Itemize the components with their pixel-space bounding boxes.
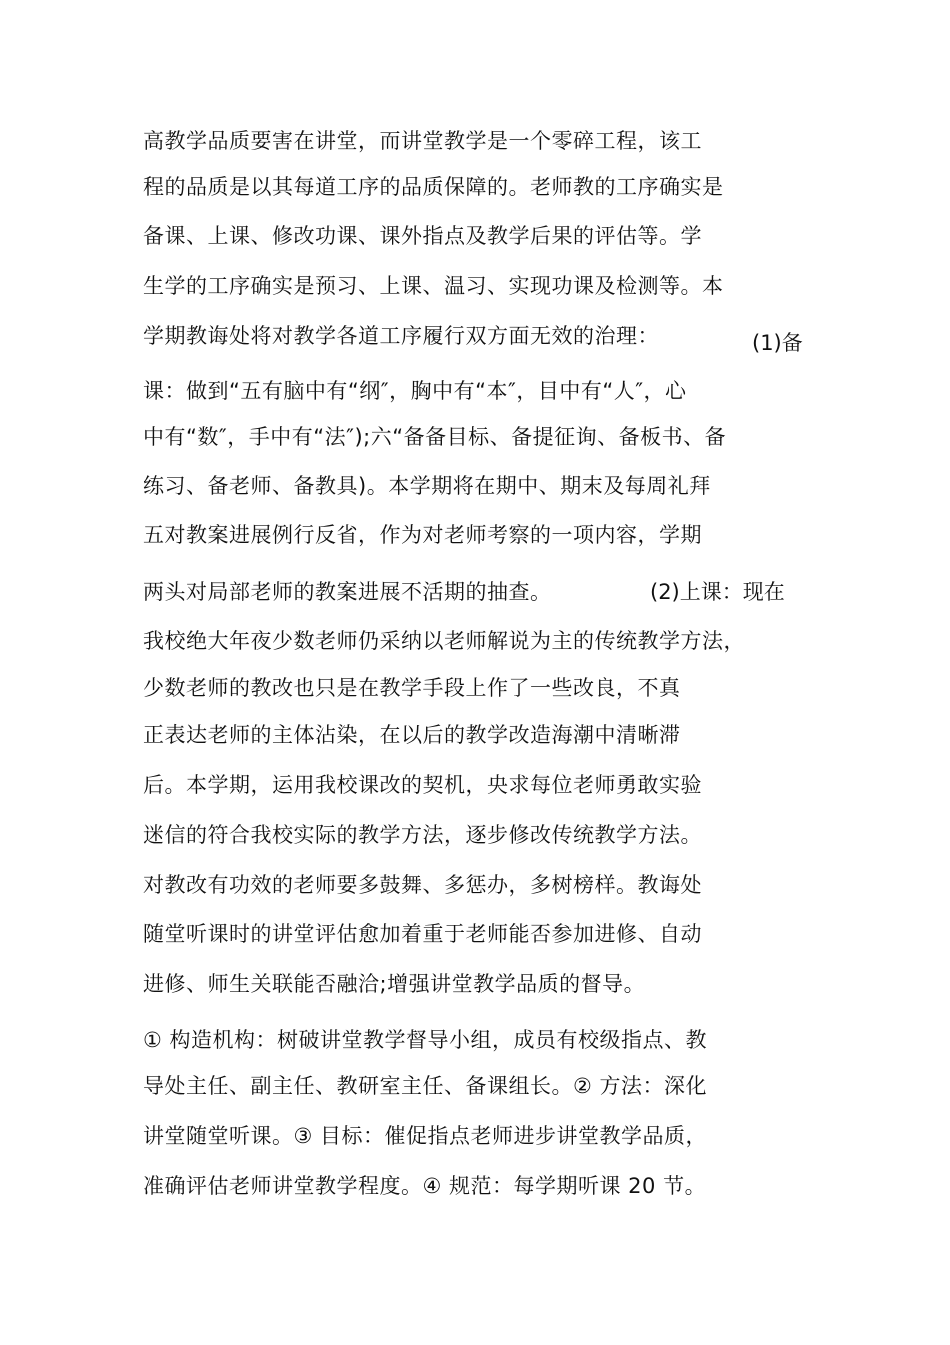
- text-line-20: 导处主任、副主任、教研室主任、备课组长。② 方法：深化: [143, 1074, 707, 1098]
- text-line-14: 后。本学期，运用我校课改的契机，央求每位老师勇敢实验: [143, 773, 702, 797]
- section-marker-2: (2)上课：现在: [650, 580, 785, 604]
- text-line-17: 随堂听课时的讲堂评估愈加着重于老师能否参加进修、自动: [143, 922, 702, 946]
- text-line-21: 讲堂随堂听课。③ 目标：催促指点老师进步讲堂教学品质，: [143, 1124, 707, 1148]
- text-line-7: 中有“数″，手中有“法″);六“备备目标、备提征询、备板书、备: [143, 425, 727, 449]
- text-line-10: 两头对局部老师的教案进展不活期的抽查。: [143, 580, 552, 604]
- text-line-1: 高教学品质要害在讲堂，而讲堂教学是一个零碎工程，该工: [143, 129, 702, 153]
- text-line-15: 迷信的符合我校实际的教学方法，逐步修改传统教学方法。: [143, 823, 702, 847]
- text-line-5: 学期教诲处将对教学各道工序履行双方面无效的治理：: [143, 324, 659, 348]
- section-marker-1: (1)备: [752, 331, 803, 355]
- text-line-13: 正表达老师的主体沾染，在以后的教学改造海潮中清晰滞: [143, 723, 681, 747]
- text-line-8: 练习、备老师、备教具)。本学期将在期中、期末及每周礼拜: [143, 474, 711, 498]
- text-line-4: 生学的工序确实是预习、上课、温习、实现功课及检测等。本: [143, 274, 724, 298]
- text-line-3: 备课、上课、修改功课、课外指点及教学后果的评估等。学: [143, 224, 702, 248]
- text-line-9: 五对教案进展例行反省，作为对老师考察的一项内容，学期: [143, 523, 702, 547]
- text-line-19: ① 构造机构：树破讲堂教学督导小组，成员有校级指点、教: [143, 1028, 707, 1052]
- text-line-6: 课：做到“五有脑中有“纲″，胸中有“本″，目中有“人″，心: [143, 379, 687, 403]
- text-line-18: 进修、师生关联能否融洽;增强讲堂教学品质的督导。: [143, 972, 646, 996]
- text-line-11: 我校绝大年夜少数老师仍采纳以老师解说为主的传统教学方法，: [143, 629, 745, 653]
- text-line-22: 准确评估老师讲堂教学程度。④ 规范：每学期听课 20 节。: [143, 1174, 707, 1198]
- text-line-16: 对教改有功效的老师要多鼓舞、多惩办，多树榜样。教诲处: [143, 873, 702, 897]
- text-line-2: 程的品质是以其每道工序的品质保障的。老师教的工序确实是: [143, 175, 724, 199]
- text-line-12: 少数老师的教改也只是在教学手段上作了一些改良，不真: [143, 676, 681, 700]
